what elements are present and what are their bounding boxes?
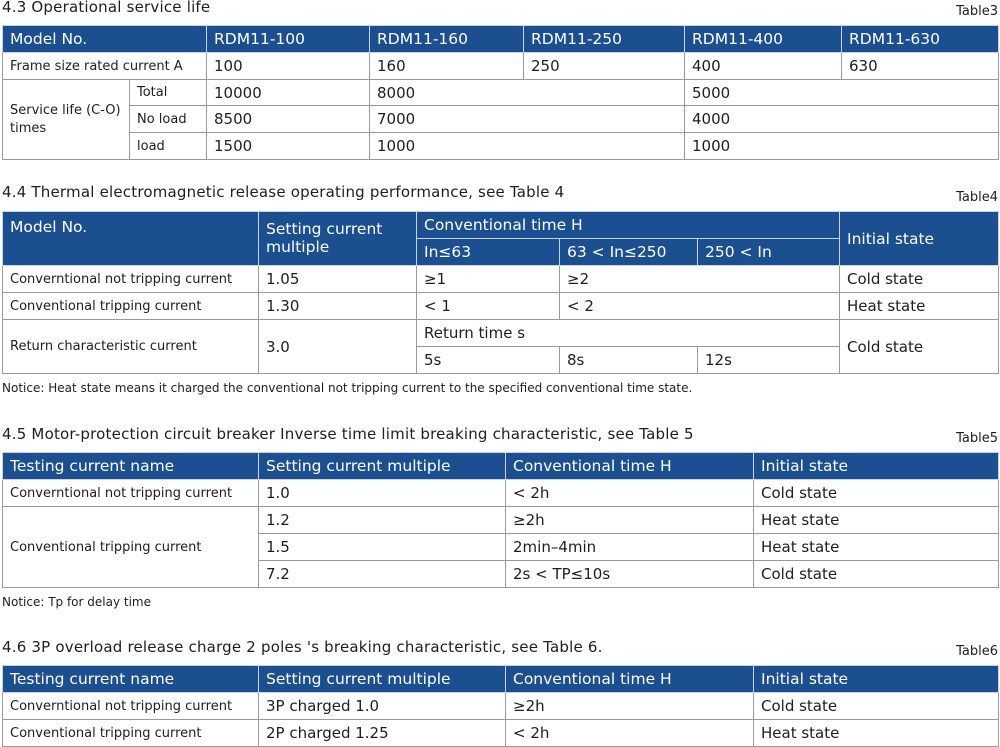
table6-label: Table6: [956, 644, 998, 659]
header-conventional-time: Conventional time H: [506, 453, 754, 480]
table3: [2, 25, 999, 160]
header-rdm11-250: RDM11-250: [524, 26, 685, 53]
tripping-row: [3, 293, 999, 320]
table6: [2, 665, 999, 747]
initial-state: Cold state: [754, 561, 999, 588]
service-row-label: No load: [130, 106, 207, 133]
header-setting-current-multiple: Setting current multiple: [259, 453, 506, 480]
setting-multiple: 3P charged 1.0: [259, 693, 506, 720]
return-time-value: 12s: [698, 347, 840, 374]
conventional-time: < 2h: [506, 480, 754, 507]
service-value: 1500: [207, 133, 370, 160]
initial-state: Cold state: [754, 693, 999, 720]
service-total-row: [3, 80, 999, 106]
conventional-time: < 2h: [506, 720, 754, 747]
current-name: Converntional not tripping current: [3, 693, 259, 720]
header-conventional-time: Conventional time H: [417, 212, 840, 239]
section-4-4-heading: 4.4 Thermal electromagnetic release operating performance, see Table 4: [2, 183, 565, 201]
setting-multiple: 1.5: [259, 534, 506, 561]
frame-size-label: Frame size rated current A: [3, 53, 207, 80]
initial-state: Heat state: [840, 293, 999, 320]
frame-value: 160: [370, 53, 524, 80]
service-noload-row: [3, 106, 999, 133]
initial-state: Cold state: [840, 266, 999, 293]
section-4-3-heading: 4.3 Operational service life: [2, 0, 211, 16]
frame-size-row: [3, 53, 999, 80]
section-4-6-heading: 4.6 3P overload release charge 2 poles 's breaking characteristic, see Table 6.: [2, 638, 603, 656]
frame-value: 630: [842, 53, 999, 80]
time-value: ≥2: [560, 266, 840, 293]
conventional-time: 2min–4min: [506, 534, 754, 561]
service-value: 4000: [685, 106, 999, 133]
frame-value: 400: [685, 53, 842, 80]
conventional-time: ≥2h: [506, 693, 754, 720]
service-value: 5000: [685, 80, 999, 106]
initial-state: Cold state: [840, 320, 999, 374]
header-rdm11-630: RDM11-630: [842, 26, 999, 53]
service-load-row: [3, 133, 999, 160]
subheader-range: 63 < In≤250: [560, 239, 698, 266]
table5: [2, 452, 999, 588]
header-conventional-time: Conventional time H: [506, 666, 754, 693]
header-model-no: Model No.: [3, 26, 207, 53]
initial-state: Heat state: [754, 534, 999, 561]
service-row-label: load: [130, 133, 207, 160]
header-rdm11-160: RDM11-160: [370, 26, 524, 53]
service-value: 1000: [685, 133, 999, 160]
section-4-5-heading: 4.5 Motor-protection circuit breaker Inverse time limit breaking characteristic, see Table 5: [2, 425, 694, 443]
current-name: Converntional not tripping current: [3, 480, 259, 507]
service-value: 1000: [370, 133, 685, 160]
current-name: Conventional tripping current: [3, 293, 259, 320]
service-value: 8500: [207, 106, 370, 133]
initial-state: Heat state: [754, 720, 999, 747]
not-tripping-row: [3, 480, 999, 507]
time-value: ≥1: [417, 266, 560, 293]
header-testing-current-name: Testing current name: [3, 453, 259, 480]
table3-label: Table3: [956, 4, 998, 19]
subheader-range: In≤63: [417, 239, 560, 266]
setting-multiple: 1.2: [259, 507, 506, 534]
frame-value: 250: [524, 53, 685, 80]
header-testing-current-name: Testing current name: [3, 666, 259, 693]
current-name: Converntional not tripping current: [3, 266, 259, 293]
current-name: Conventional tripping current: [3, 720, 259, 747]
initial-state: Cold state: [754, 480, 999, 507]
setting-multiple: 2P charged 1.25: [259, 720, 506, 747]
header-setting-current-multiple: Setting current multiple: [259, 666, 506, 693]
conventional-time: ≥2h: [506, 507, 754, 534]
not-tripping-row: [3, 693, 999, 720]
header-setting-current-multiple: Setting current multiple: [259, 212, 417, 266]
time-value: < 1: [417, 293, 560, 320]
header-initial-state: Initial state: [754, 666, 999, 693]
service-value: 10000: [207, 80, 370, 106]
header-initial-state: Initial state: [840, 212, 999, 266]
setting-multiple: 3.0: [259, 320, 417, 374]
conventional-time: 2s < TP≤10s: [506, 561, 754, 588]
header-rdm11-100: RDM11-100: [207, 26, 370, 53]
table3-header-row: [3, 26, 999, 53]
time-value: < 2: [560, 293, 840, 320]
return-time-value: 5s: [417, 347, 560, 374]
subheader-range: 250 < In: [698, 239, 840, 266]
return-time-value: 8s: [560, 347, 698, 374]
frame-value: 100: [207, 53, 370, 80]
setting-multiple: 1.0: [259, 480, 506, 507]
current-name: Return characteristic current: [3, 320, 259, 374]
table4-label: Table4: [956, 190, 998, 205]
tripping-row: [3, 507, 999, 534]
header-rdm11-400: RDM11-400: [685, 26, 842, 53]
table4-notice: Notice: Heat state means it charged the conventional not tripping current to the specified conventional time state.: [2, 381, 693, 395]
table5-header-row: [3, 453, 999, 480]
service-row-label: Total: [130, 80, 207, 106]
setting-multiple: 1.30: [259, 293, 417, 320]
service-value: 7000: [370, 106, 685, 133]
table4: [2, 211, 999, 374]
header-initial-state: Initial state: [754, 453, 999, 480]
table4-header-row: [3, 212, 999, 239]
setting-multiple: 1.05: [259, 266, 417, 293]
tripping-row: [3, 720, 999, 747]
not-tripping-row: [3, 266, 999, 293]
header-model-no: Model No.: [3, 212, 259, 266]
table5-notice: Notice: Tp for delay time: [2, 595, 151, 609]
return-row: [3, 320, 999, 347]
table5-label: Table5: [956, 431, 998, 446]
table6-header-row: [3, 666, 999, 693]
service-value: 8000: [370, 80, 685, 106]
setting-multiple: 7.2: [259, 561, 506, 588]
initial-state: Heat state: [754, 507, 999, 534]
service-life-label: Service life (C-O) times: [3, 80, 130, 160]
current-name: Conventional tripping current: [3, 507, 259, 588]
return-time-label: Return time s: [417, 320, 840, 347]
